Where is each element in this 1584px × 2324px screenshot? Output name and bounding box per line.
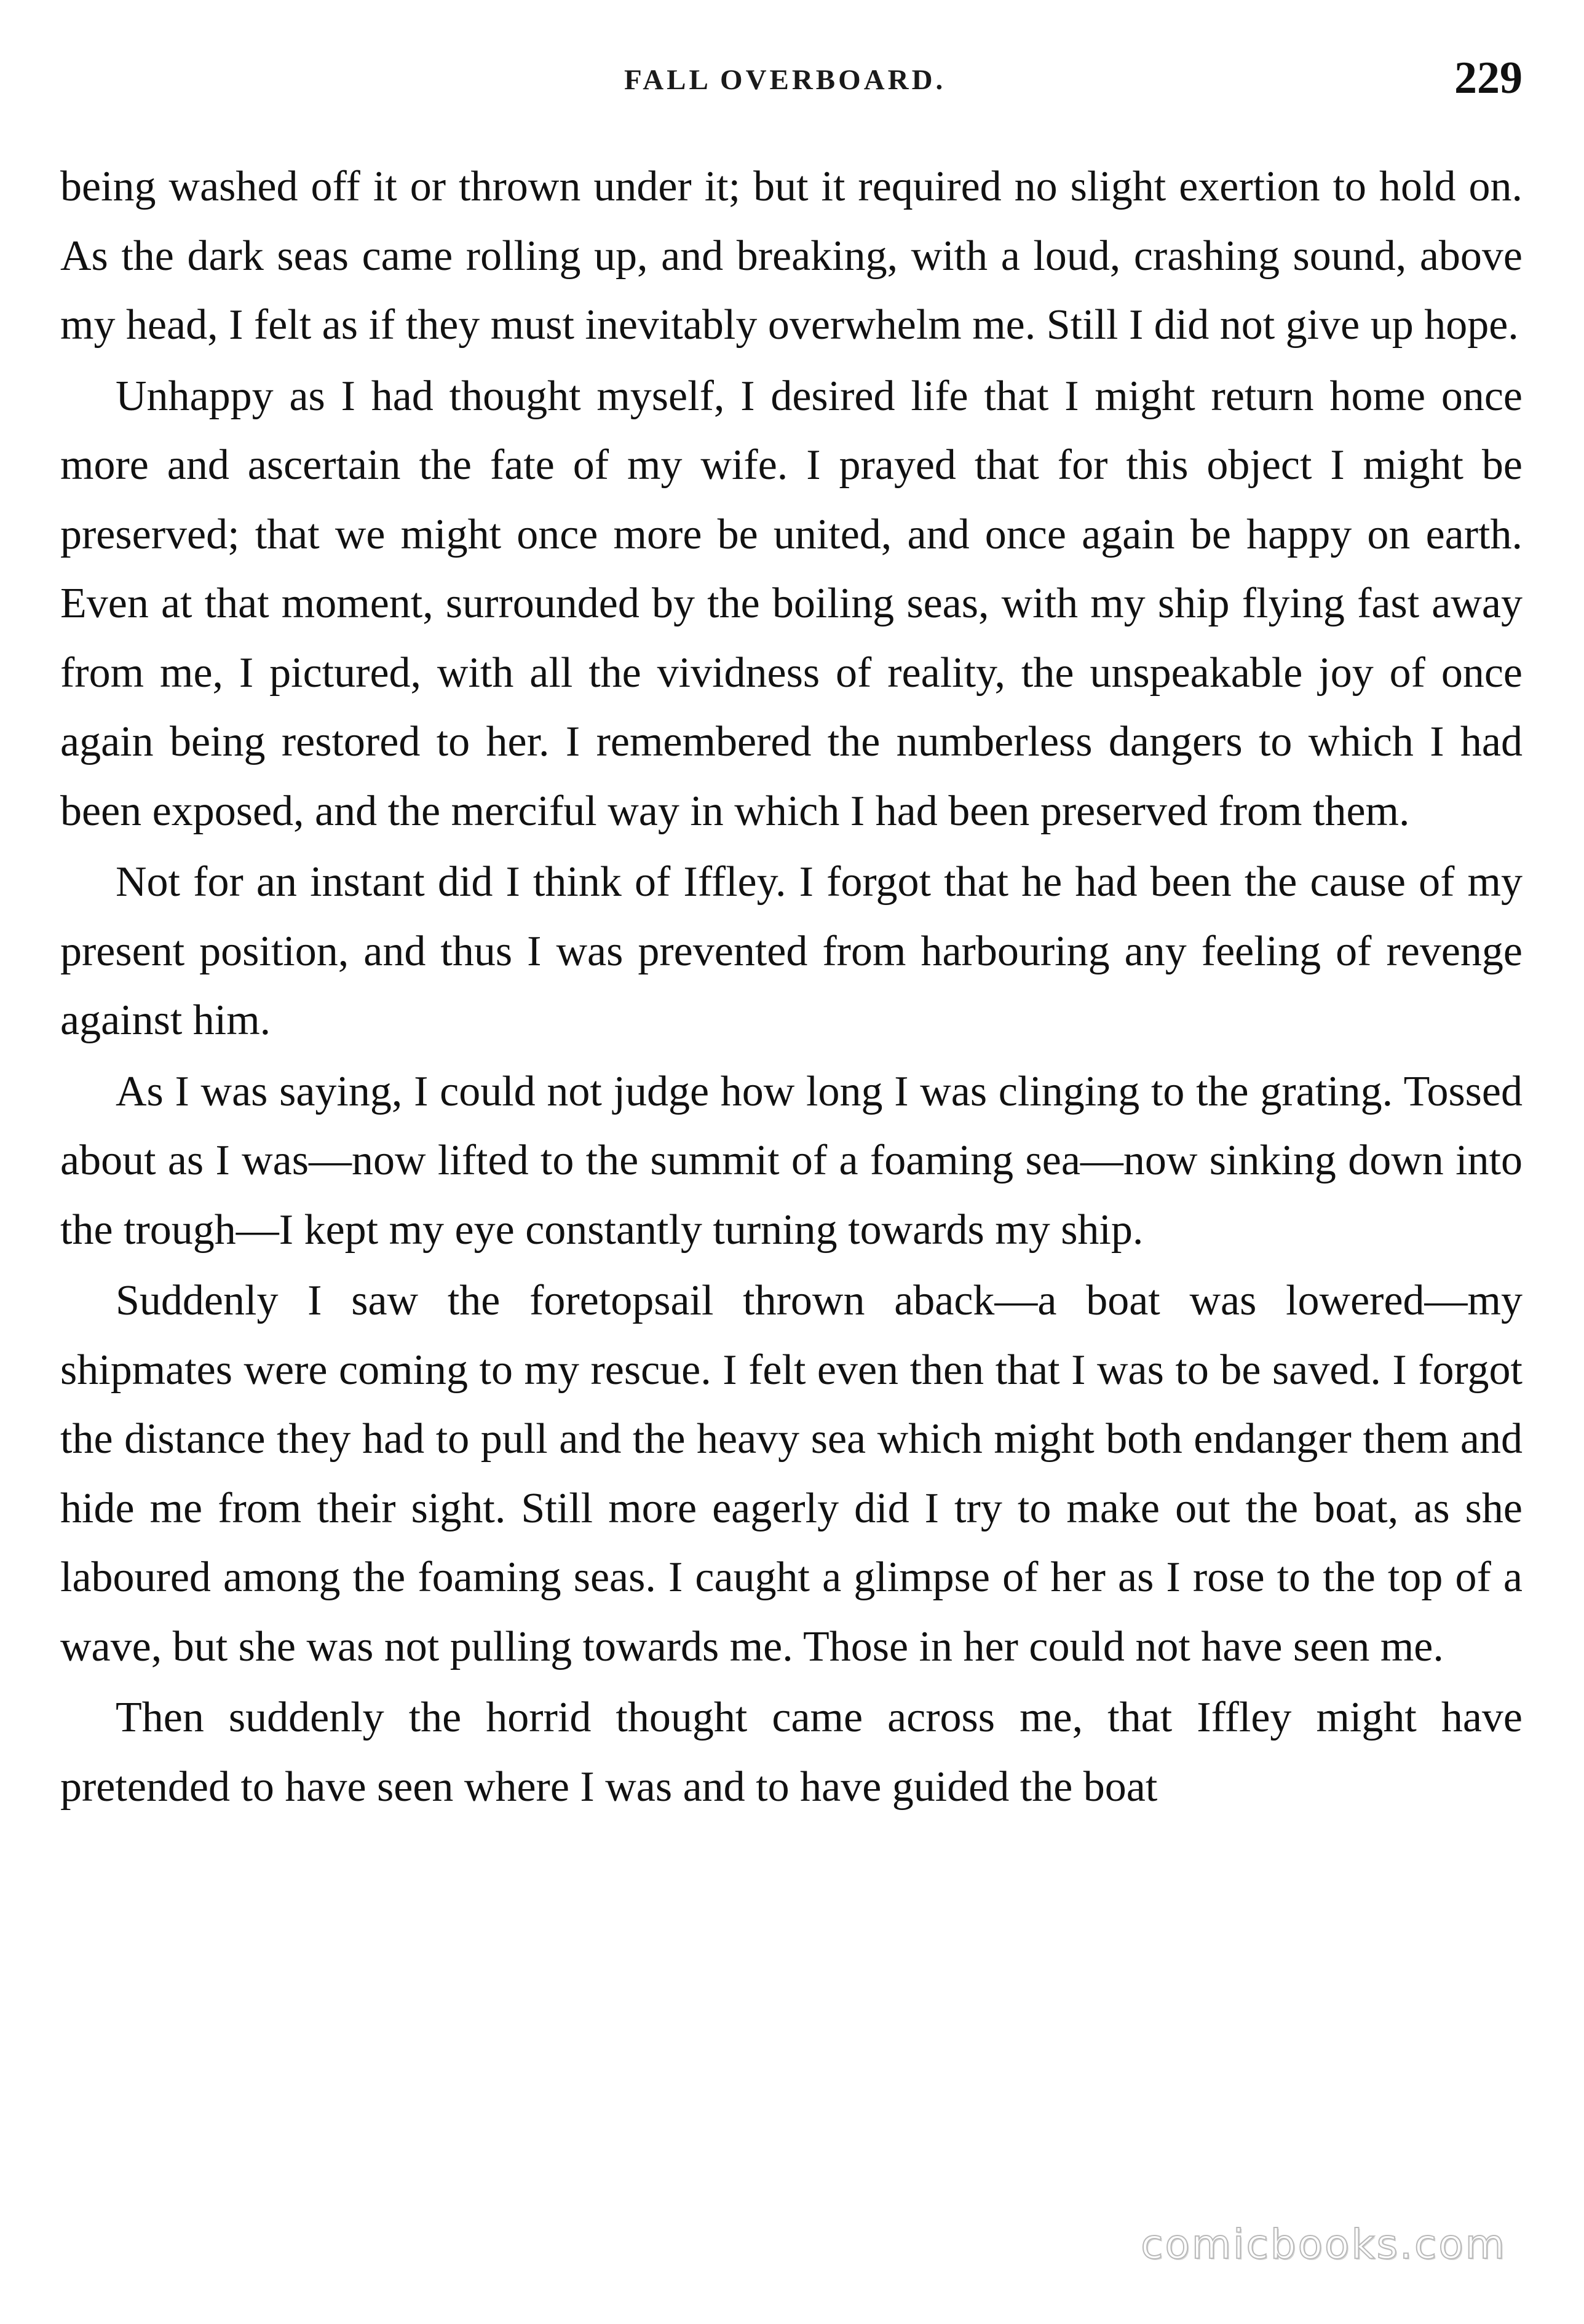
page-number: 229 (1454, 53, 1523, 103)
paragraph-then-suddenly: Then suddenly the horrid thought came across me, that Iffley might have pretended to have seen where I was and to have guided the boat (60, 1694, 1523, 1811)
paragraph-suddenly: Suddenly I saw the foretopsail thrown aback—a boat was lowered—my shipmates were coming to my rescue. I felt even then that I was to be saved. I forgot the distance they had to pull and the heavy sea which might both endanger them and hide me from their sight. Still more eagerly did I try to make out the boat, as she laboured among the foaming seas. I caught a glimpse of her as I rose to the top of a wave, but she was not pulling towards me. Those in her could not have seen me. (60, 1277, 1523, 1670)
running-header (0, 52, 1584, 108)
watermark: comicbooks.com (1141, 2221, 1507, 2268)
paragraph-unhappy: Unhappy as I had thought myself, I desired life that I might return home once more and ascertain the fate of my wife. I prayed that for this object I might be preserved; that we might once more be united, and once again be happy on earth. Even at that moment, surrounded by the boiling seas, with my ship flying fast away from me, I pictured, with all the vividness of reality, the unspeakable joy of once again being restored to her. I remembered the numberless dangers to which I had been exposed, and the merciful way in which I had been preserved from them. (60, 372, 1523, 835)
paragraph-as-i-was-saying: As I was saying, I could not judge how long I was clinging to the grating. Tossed about as I was—now lifted to the summit of a foaming sea—now sinking down into the trough—I kept my eye constantly turning towards my ship. (60, 1067, 1523, 1254)
running-title: FALL OVERBOARD. (624, 64, 946, 96)
body-text (60, 152, 1523, 1822)
paragraph-continued: being washed off it or thrown under it; but it required no slight exertion to hold on. As the dark seas came rolling up, and breaking, with a loud, crashing sound, above my head, I felt as if they must inevitably overwhelm me. Still I did not give up hope. (60, 163, 1523, 349)
paragraph-not-for-an-instant: Not for an instant did I think of Iffley. I forgot that he had been the cause of my present position, and thus I was prevented from harbouring any feeling of revenge against him. (60, 858, 1523, 1044)
